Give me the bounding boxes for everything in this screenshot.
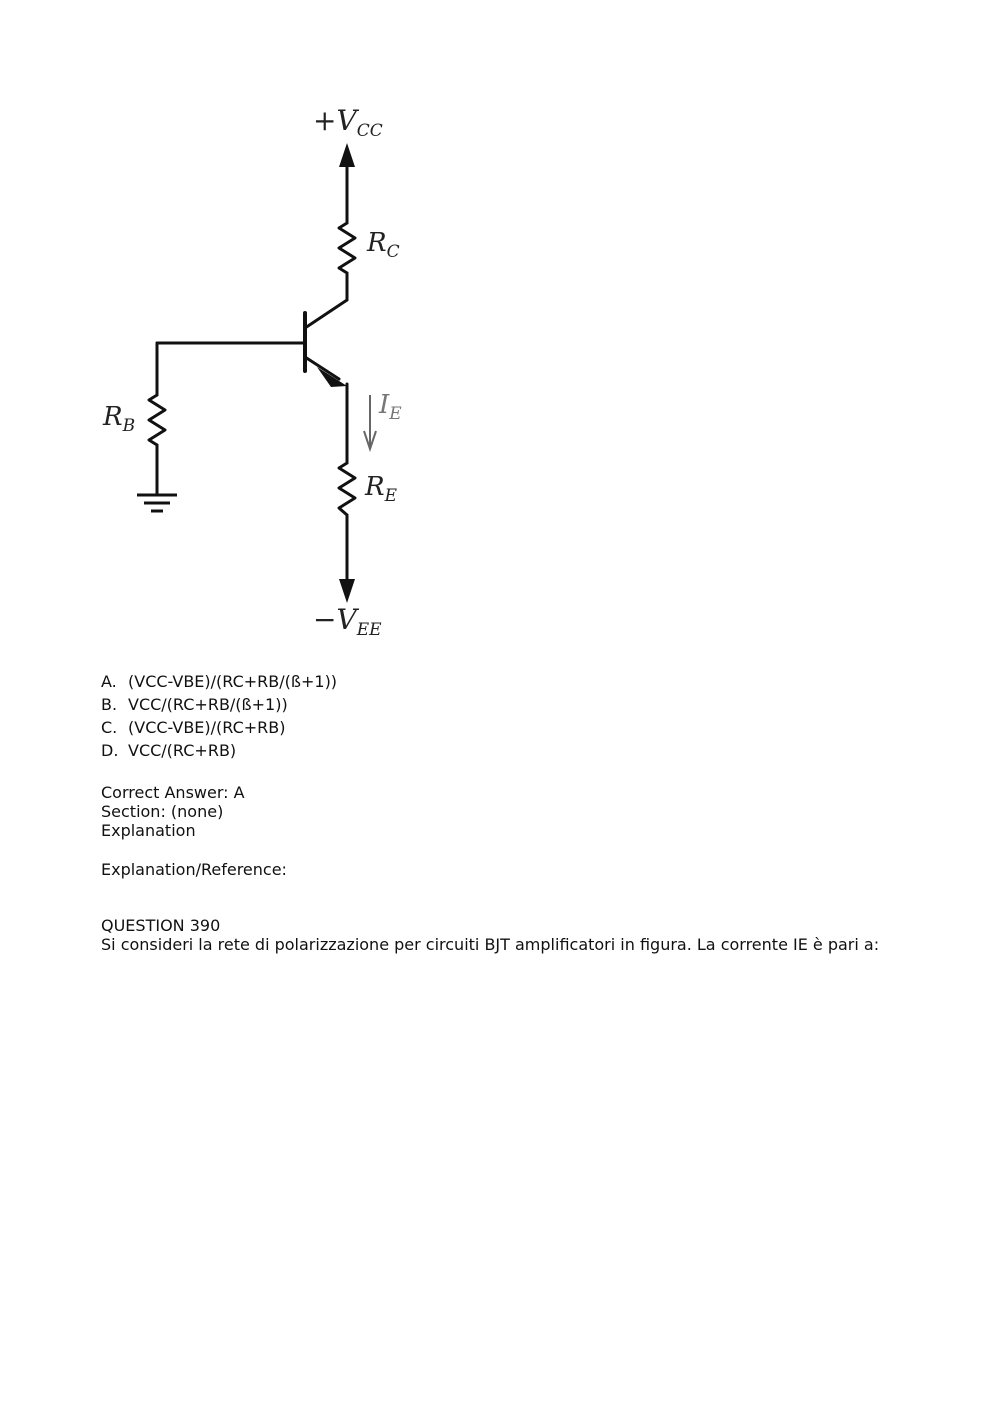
vcc-arrow-icon — [339, 143, 355, 167]
option-b — [101, 695, 337, 718]
option-text: (VCC-VBE)/(RC+RB/(ß+1)) — [128, 672, 338, 691]
question-text: Si consideri la rete di polarizzazione per circuiti BJT amplificatori in figura. La corrente IE è pari a: — [101, 935, 880, 954]
option-text: VCC/(RC+RB) — [128, 741, 237, 760]
option-a — [101, 672, 337, 695]
question-title: QUESTION 390 — [101, 916, 221, 935]
rc-resistor — [339, 223, 355, 273]
option-c — [101, 718, 337, 741]
rb-label: $R_B$ — [103, 402, 136, 436]
ie-label: $I_E$ — [379, 390, 402, 424]
vcc-label: $+V_{CC}$ — [313, 104, 383, 141]
collector-lead — [305, 300, 347, 328]
options-list — [101, 672, 337, 764]
circuit-diagram — [95, 95, 425, 650]
option-d — [101, 741, 337, 764]
rc-label: $R_C$ — [367, 228, 400, 262]
re-label: $R_E$ — [365, 472, 397, 506]
explanation-label: Explanation — [101, 821, 196, 840]
option-text: VCC/(RC+RB/(ß+1)) — [128, 695, 288, 714]
re-resistor — [339, 463, 355, 515]
section-label: Section: (none) — [101, 802, 224, 821]
option-letter: C. — [101, 718, 118, 737]
option-text: (VCC-VBE)/(RC+RB) — [128, 718, 286, 737]
circuit-svg — [95, 95, 425, 650]
option-letter: A. — [101, 672, 117, 691]
option-letter: D. — [101, 741, 119, 760]
vee-label: $-V_{EE}$ — [313, 603, 382, 640]
emitter-lead — [305, 357, 339, 379]
emitter-arrow-icon — [317, 367, 347, 387]
ie-arrow-icon — [364, 395, 376, 449]
ground-icon — [137, 495, 177, 511]
rb-resistor — [149, 395, 165, 445]
correct-answer: Correct Answer: A — [101, 783, 245, 802]
option-letter: B. — [101, 695, 118, 714]
explanation-reference: Explanation/Reference: — [101, 860, 287, 879]
vee-arrow-icon — [339, 579, 355, 603]
